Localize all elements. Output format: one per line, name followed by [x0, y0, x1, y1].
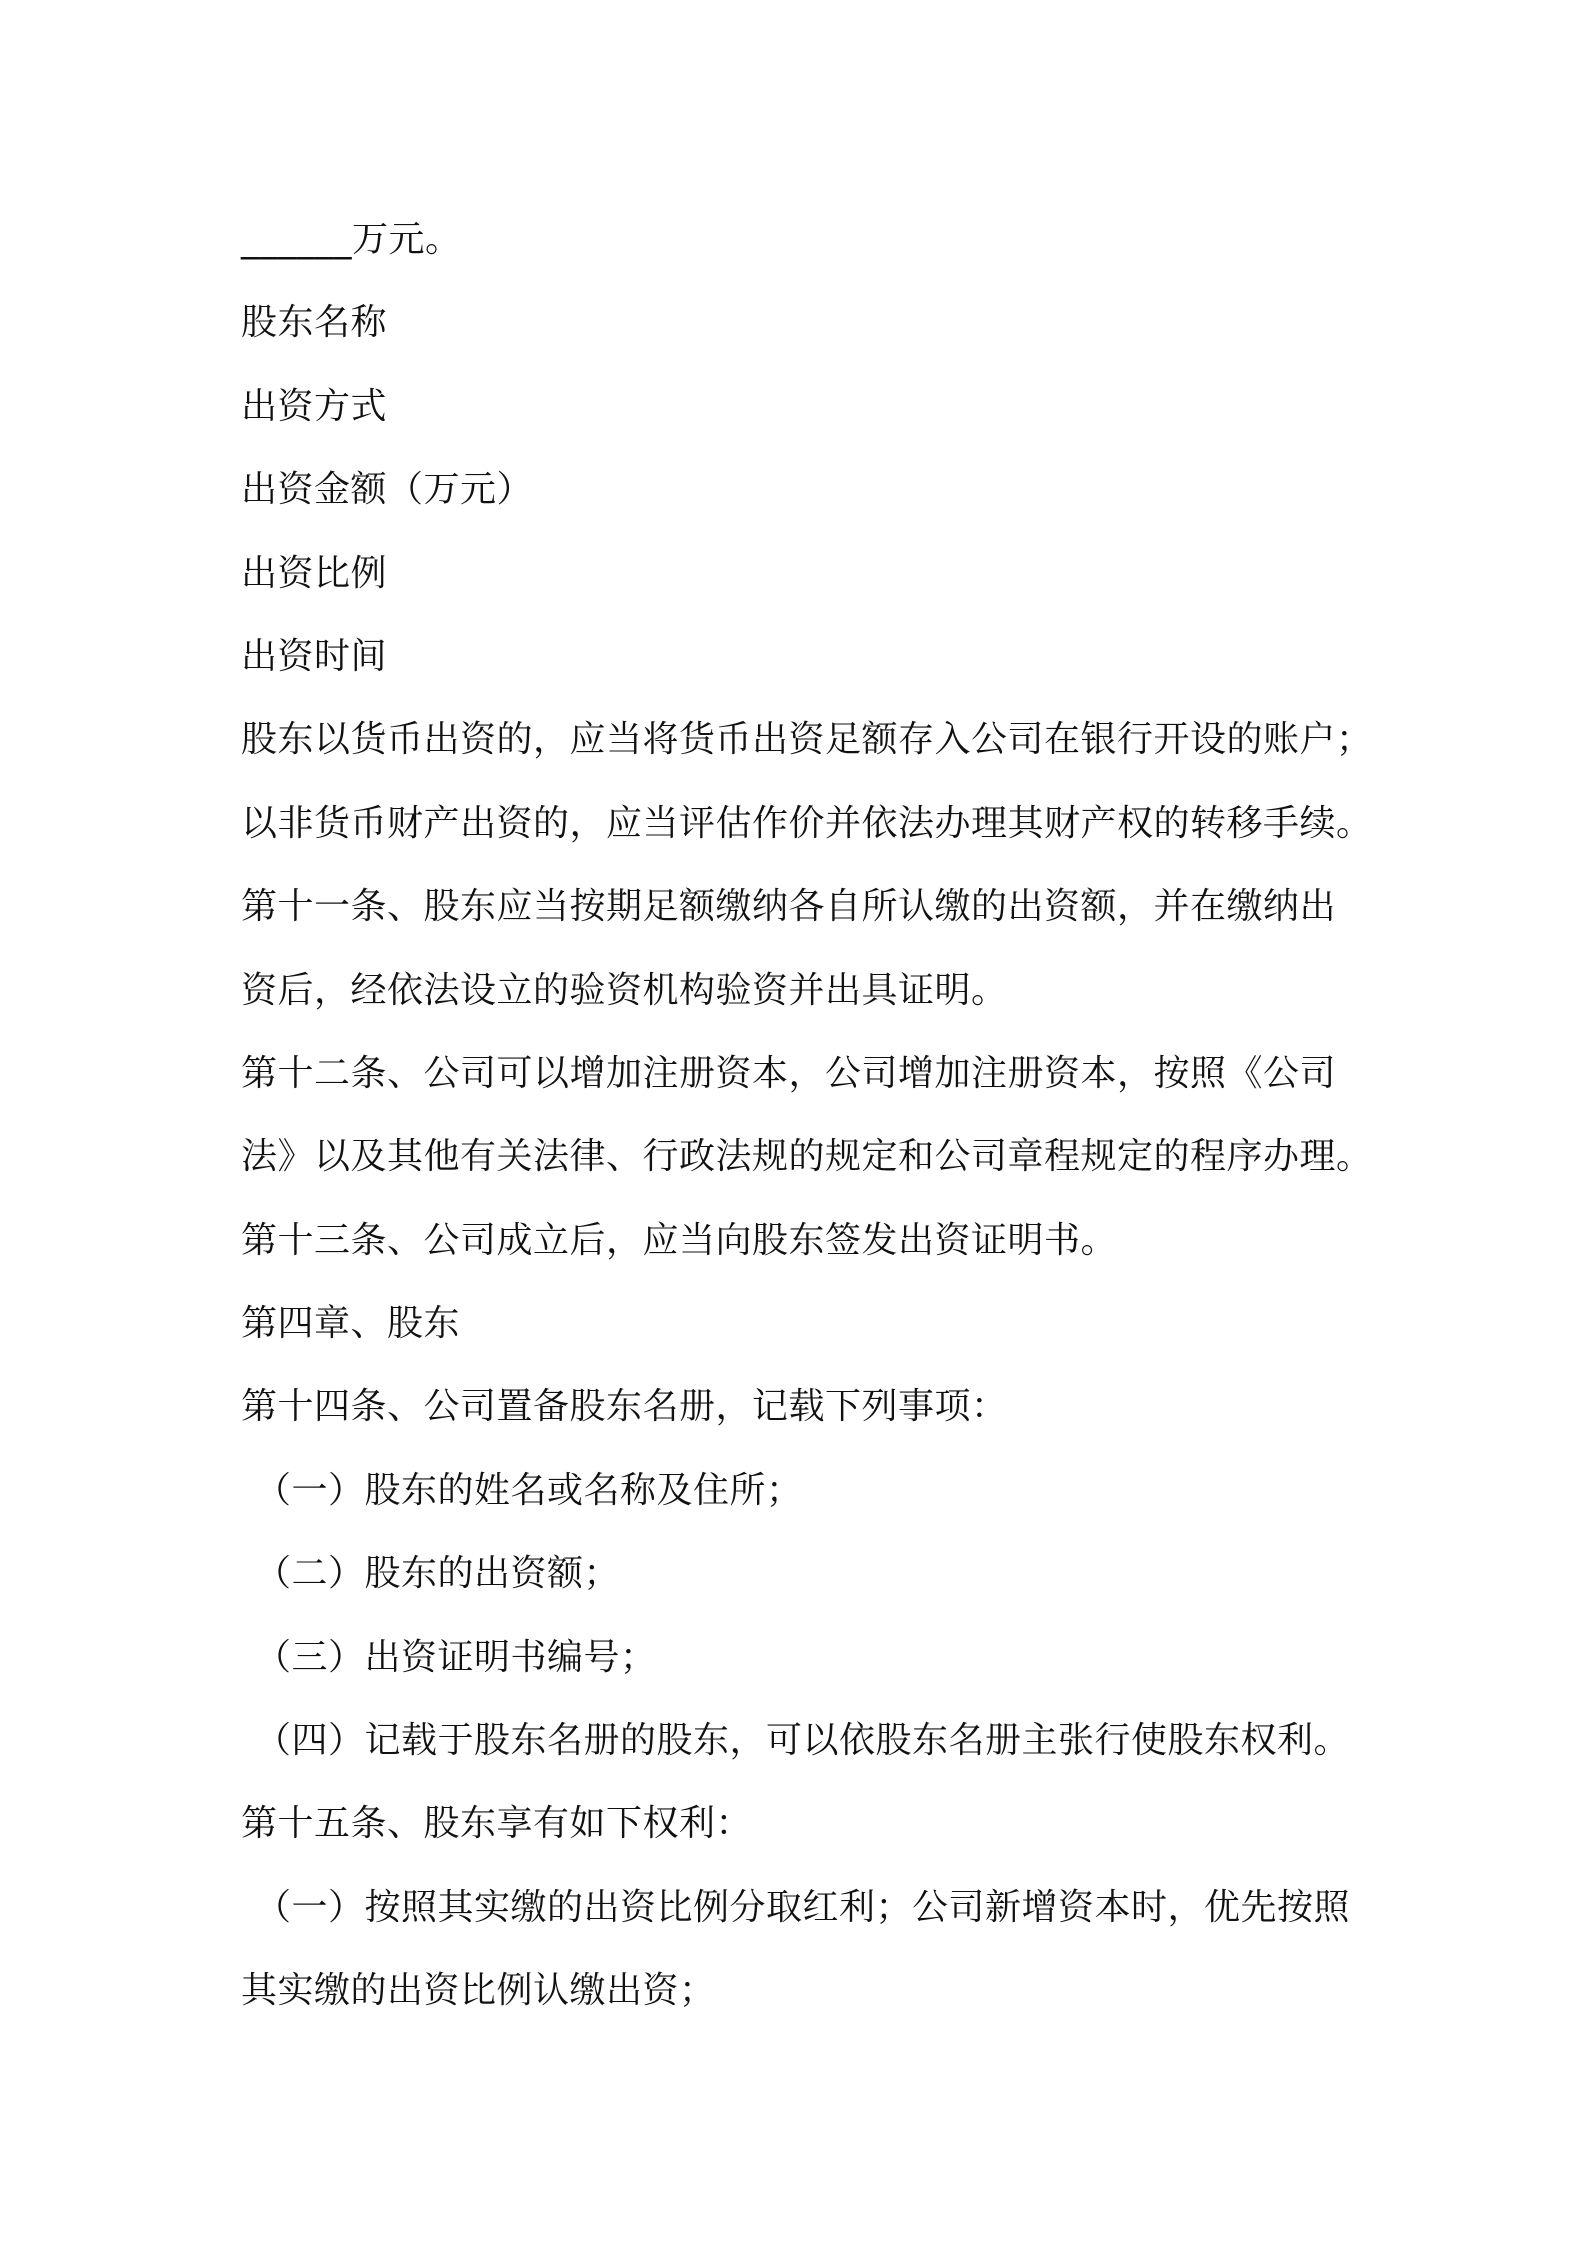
contribution-time-label: 出资时间 [241, 635, 388, 677]
shareholder-name-label: 股东名称 [241, 302, 388, 344]
list-item: （二）股东的出资额； [255, 1553, 621, 1595]
list-item: （一）股东的姓名或名称及住所； [255, 1469, 803, 1511]
list-item: （四）记载于股东名册的股东，可以依股东名册主张行使股东权利。 [255, 1720, 1351, 1762]
paragraph-line: 以非货币财产出资的，应当评估作价并依法办理其财产权的转移手续。 [241, 802, 1373, 844]
article-11-line: 第十一条、股东应当按期足额缴纳各自所认缴的出资额，并在缴纳出 [241, 886, 1337, 928]
paragraph-line: 股东以货币出资的，应当将货币出资足额存入公司在银行开设的账户； [241, 719, 1373, 761]
list-item-continuation: 其实缴的出资比例认缴出资； [241, 1970, 716, 2012]
document-body [241, 198, 1373, 2033]
contribution-ratio-label: 出资比例 [241, 552, 388, 594]
article-12-line: 第十二条、公司可以增加注册资本，公司增加注册资本，按照《公司 [241, 1052, 1337, 1094]
chapter-4-heading: 第四章、股东 [241, 1303, 461, 1345]
article-11-line: 资后，经依法设立的验资机构验资并出具证明。 [241, 969, 1008, 1011]
list-item: （三）出资证明书编号； [255, 1636, 657, 1678]
article-15-line: 第十五条、股东享有如下权利： [241, 1803, 753, 1845]
contribution-method-label: 出资方式 [241, 385, 388, 427]
article-13-line: 第十三条、公司成立后，应当向股东签发出资证明书。 [241, 1219, 1118, 1261]
contribution-amount-label: 出资金额（万元） [241, 469, 534, 511]
article-14-line: 第十四条、公司置备股东名册，记载下列事项： [241, 1386, 1008, 1428]
list-item: （一）按照其实缴的出资比例分取红利；公司新增资本时，优先按照 [255, 1886, 1351, 1928]
article-12-line: 法》以及其他有关法律、行政法规的规定和公司章程规定的程序办理。 [241, 1136, 1373, 1178]
amount-blank-line: ______万元。 [241, 219, 462, 260]
